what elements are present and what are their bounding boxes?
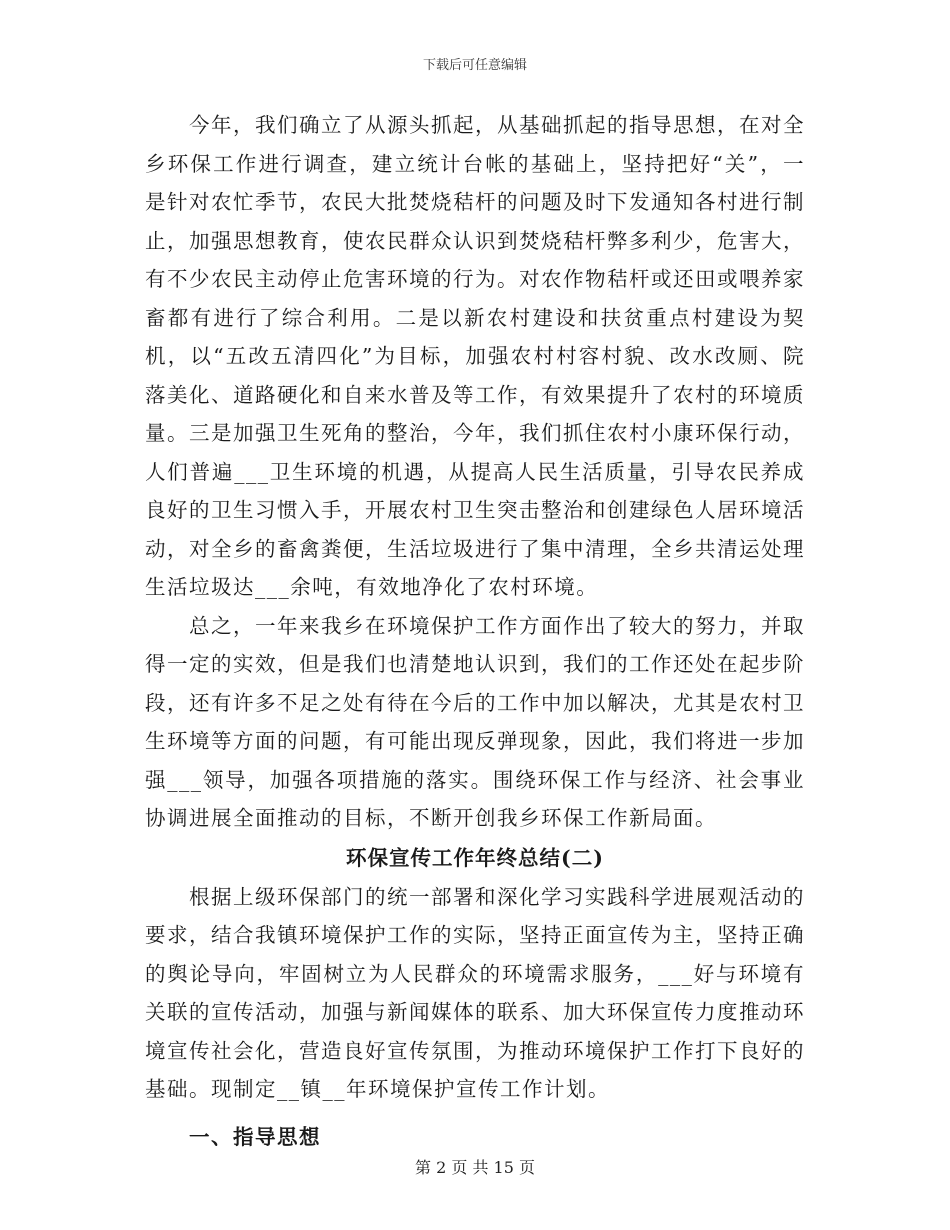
document-body: [145, 106, 805, 1159]
body-paragraph: 今年，我们确立了从源头抓起，从基础抓起的指导思想，在对全乡环保工作进行调查，建立统计台帐的基础上，坚持把好“关”，一是针对农忙季节，农民大批焚烧秸杆的问题及时下发通知各村进行制止，加强思想教育，使农民群众认识到焚烧秸杆弊多利少，危害大，有不少农民主动停止危害环境的行为。对农作物秸杆或还田或喂养家畜都有进行了综合利用。二是以新农村建设和扶贫重点村建设为契机，以“五改五清四化”为目标，加强农村村容村貌、改水改厕、院落美化、道路硬化和自来水普及等工作，有效果提升了农村的环境质量。三是加强卫生死角的整治，今年，我们抓住农村小康环保行动，人们普遍___卫生环境的机遇，从提高人民生活质量，引导农民养成良好的卫生习惯入手，开展农村卫生突击整治和创建绿色人居环境活动，对全乡的畜禽粪便，生活垃圾进行了集中清理，全乡共清运处理生活垃圾达___余吨，有效地净化了农村环境。: [145, 113, 805, 599]
section-heading: 一、指导思想: [189, 1124, 321, 1149]
section-title: 环保宣传工作年终总结(二): [346, 845, 604, 870]
page-number: 第 2 页 共 15 页: [415, 1158, 535, 1177]
body-paragraph: 总之，一年来我乡在环境保护工作方面作出了较大的努力，并取得一定的实效，但是我们也清楚地认识到，我们的工作还处在起步阶段，还有许多不足之处有待在今后的工作中加以解决，尤其是农村卫生环境等方面的问题，有可能出现反弹现象，因此，我们将进一步加强___领导，加强各项措施的落实。围绕环保工作与经济、社会事业协调进展全面推动的目标，不断开创我乡环保工作新局面。: [145, 613, 805, 830]
body-paragraph: 根据上级环保部门的统一部署和深化学习实践科学进展观活动的要求，结合我镇环境保护工作的实际，坚持正面宣传为主，坚持正确的舆论导向，牢固树立为人民群众的环境需求服务，___好与环境有关联的宣传活动，加强与新闻媒体的联系、加大环保宣传力度推动环境宣传社会化，营造良好宣传氛围，为推动环境保护工作打下良好的基础。现制定__镇__年环境保护宣传工作计划。: [145, 884, 805, 1101]
header-note: 下载后可任意编辑: [422, 58, 527, 73]
